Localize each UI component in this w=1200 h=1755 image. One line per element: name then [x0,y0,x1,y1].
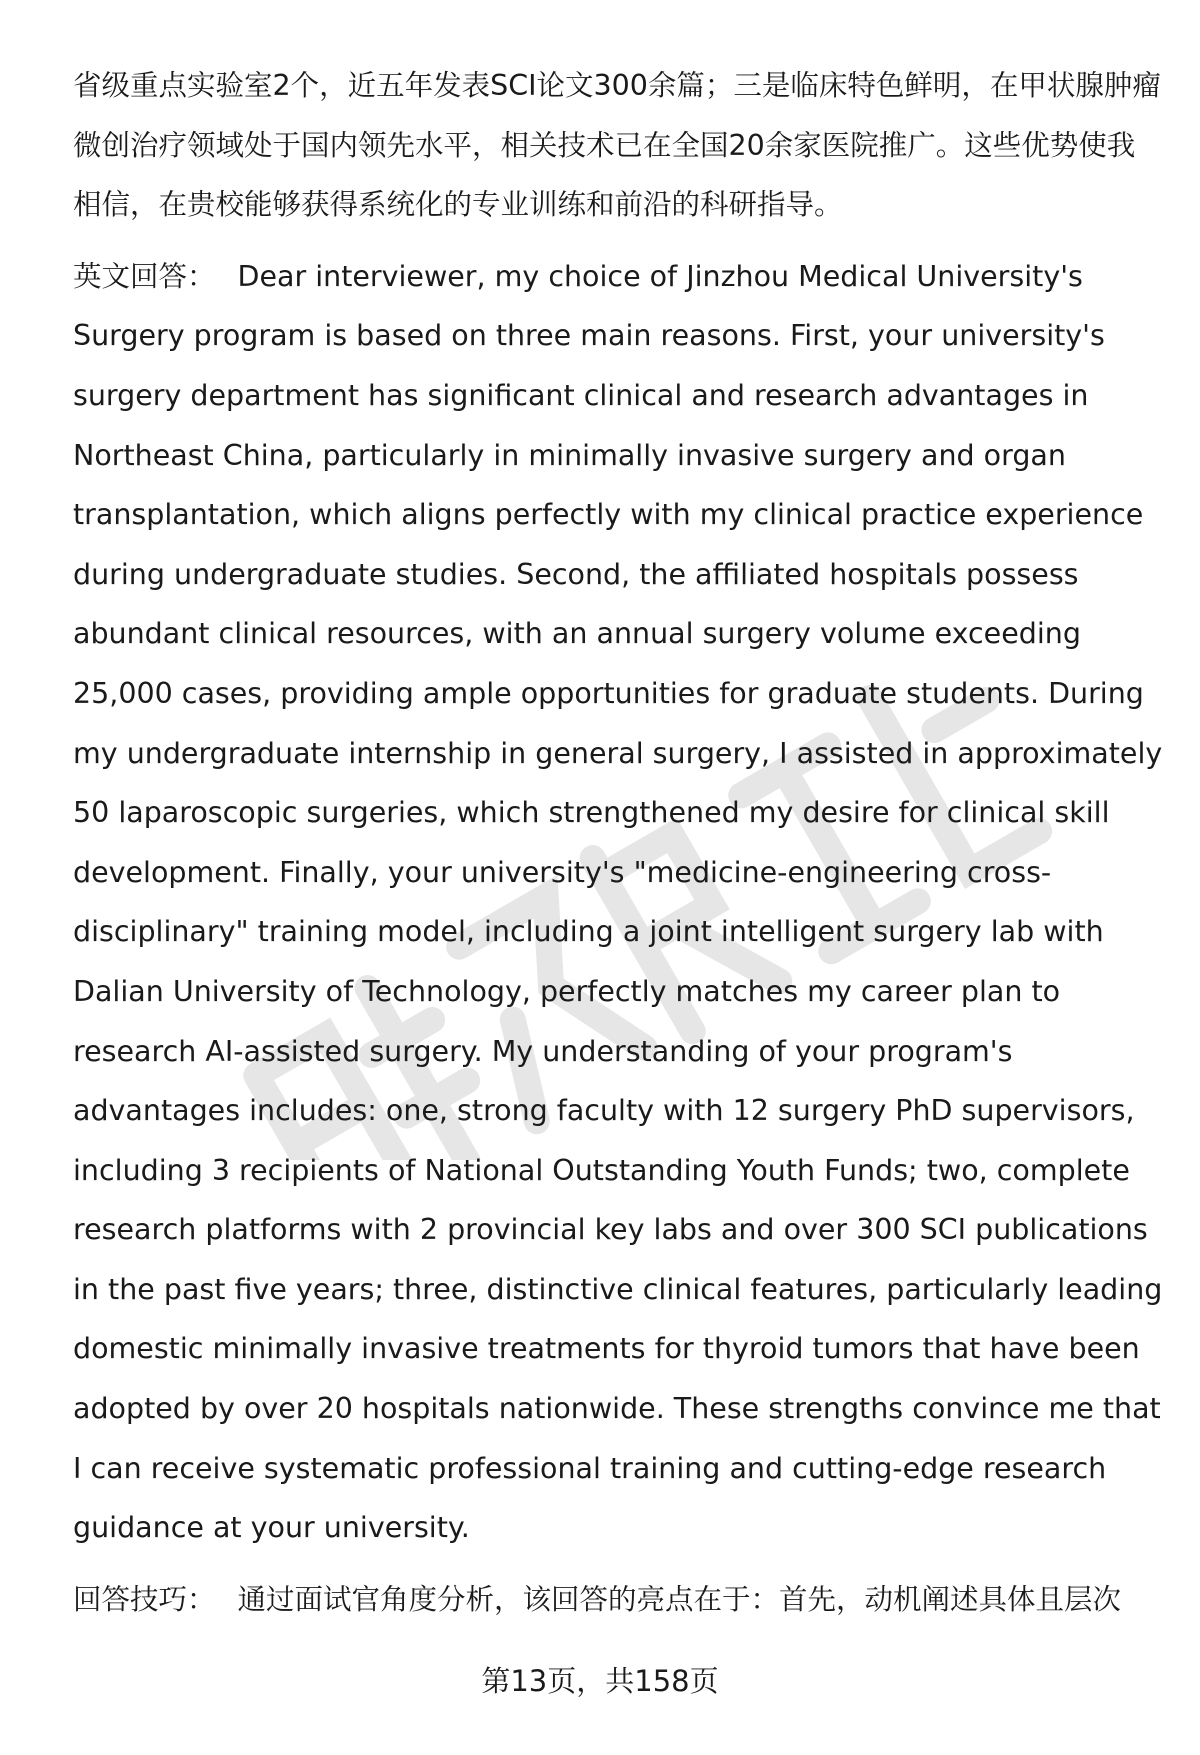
english-answer-paragraph [73,247,1163,1558]
answer-tips-text: 通过面试官角度分析，该回答的亮点在于：首先，动机阐述具体且层次 [237,1582,1122,1616]
page-number-footer: 第13页，共158页 [481,1664,719,1698]
chinese-answer-continuation: 省级重点实验室2个，近五年发表SCI论文300余篇；三是临床特色鲜明，在甲状腺肿瘤微创治疗领域处于国内领先水平，相关技术已在全国20余家医院推广。这些优势使我相信，在贵校能够获得系统化的专业训练和前沿的科研指导。 [73,69,1161,222]
document-body [73,56,1163,1629]
english-answer-label: 英文回答： [73,259,216,293]
english-answer-text: Dear interviewer, my choice of Jinzhou Medical University's Surgery program is based on three main reasons. First, your university's surgery department has significant clinical and research advantages in Northeast China, particularly in minimally invasive surgery and organ transplantation, which aligns perfectly with my clinical practice experience during undergraduate studies. Second, the affiliated hospitals possess abundant clinical resources, with an annual surgery volume exceeding 25,000 cases, providing ample opportunities for graduate students. During my undergraduate internship in general surgery, I assisted in approximately 50 laparoscopic surgeries, which strengthened my desire for clinical skill development. Finally, your university's "medicine-engineering cross-disciplinary" training model, including a joint intelligent surgery lab with Dalian University of Technology, perfectly matches my career plan to research AI-assisted surgery. My understanding of your program's advantages includes: one, strong faculty with 12 surgery PhD supervisors, including 3 recipients of National Outstanding Youth Funds; two, complete research platforms with 2 provincial key labs and over 300 SCI publications in the past five years; three, distinctive clinical features, particularly leading domestic minimally invasive treatments for thyroid tumors that have been adopted by over 20 hospitals nationwide. These strengths convince me that I can receive systematic professional training and cutting-edge research guidance at your university. [73,259,1163,1545]
answer-tips-paragraph [73,1570,1163,1630]
answer-tips-label: 回答技巧： [73,1582,216,1616]
